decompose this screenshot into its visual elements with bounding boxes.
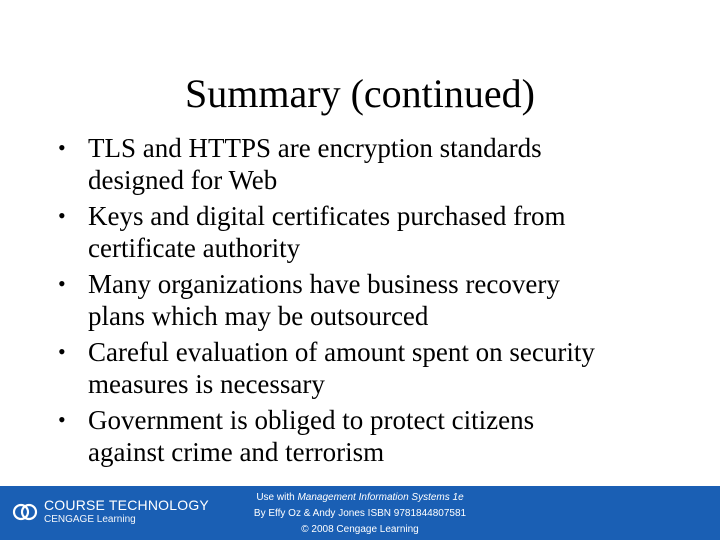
bullet-icon: • <box>58 203 66 228</box>
slide-title: Summary (continued) <box>185 71 535 116</box>
bullet-line-1: TLS and HTTPS are encryption standards <box>88 133 542 163</box>
bullet-icon: • <box>58 407 66 432</box>
logo-text-line2: CENGAGE Learning <box>44 514 136 525</box>
bullet-icon: • <box>58 271 66 296</box>
bullet-item <box>58 268 698 332</box>
bullet-line-1: Careful evaluation of amount spent on security <box>88 337 595 367</box>
bullet-line-2: measures is necessary <box>88 369 325 399</box>
bullet-line-2: designed for Web <box>88 165 278 195</box>
credit-book-line <box>232 490 488 506</box>
credit-book-title: Management Information Systems 1e <box>297 492 464 503</box>
bullet-line-2: certificate authority <box>88 233 301 263</box>
bullet-item <box>58 404 698 468</box>
credit-authors: By Effy Oz & Andy Jones ISBN 9781844807581 <box>253 508 467 519</box>
bullet-line-1: Government is obliged to protect citizens <box>88 405 535 435</box>
bullet-item <box>58 132 698 196</box>
bullet-item <box>58 200 698 264</box>
publisher-logo <box>12 498 209 525</box>
bullet-item <box>58 336 698 400</box>
bullet-list <box>58 132 698 472</box>
bullet-icon: • <box>58 135 66 160</box>
course-technology-logo-icon <box>12 499 38 525</box>
bullet-line-1: Many organizations have business recovery <box>88 269 560 299</box>
bullet-line-2: against crime and terrorism <box>88 437 385 467</box>
bullet-line-2: plans which may be outsourced <box>88 301 429 331</box>
footer-credits <box>232 490 488 538</box>
credit-prefix: Use with <box>256 492 298 503</box>
bullet-icon: • <box>58 339 66 364</box>
credit-copyright: © 2008 Cengage Learning <box>301 524 419 535</box>
bullet-line-1: Keys and digital certificates purchased from <box>88 201 566 231</box>
footer-bar <box>0 486 720 540</box>
logo-text-line1: COURSE TECHNOLOGY <box>44 497 209 513</box>
